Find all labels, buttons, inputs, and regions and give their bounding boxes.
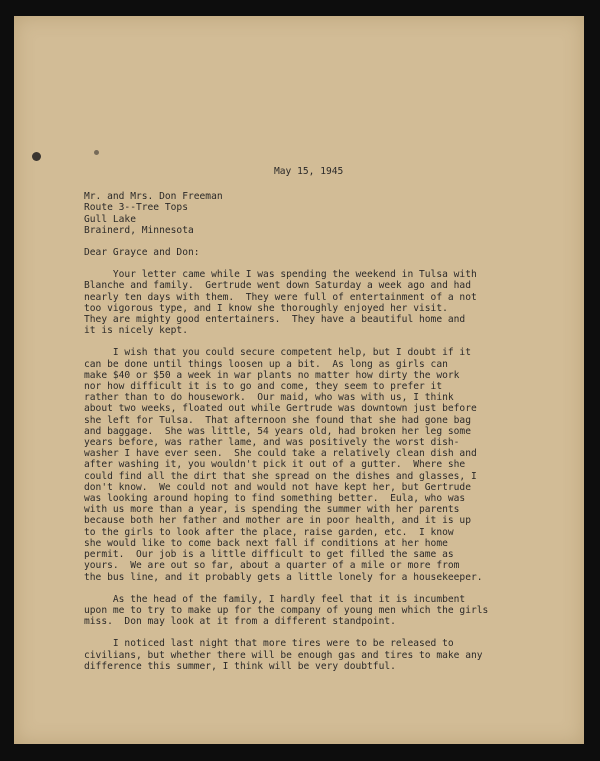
recipient-address bbox=[84, 191, 564, 236]
text-line: she would like to come back next fall if conditions at her home bbox=[84, 537, 448, 549]
text-line: miss. Don may look at it from a different standpoint. bbox=[84, 616, 396, 628]
text-line: and baggage. She was little, 54 years old, had broken her leg some bbox=[84, 425, 471, 437]
text-line: upon me to try to make up for the company of young men which the girls bbox=[84, 604, 489, 616]
text-line: could find all the dirt that she spread on the dishes and glasses, I bbox=[84, 470, 477, 482]
tack-mark bbox=[32, 152, 41, 161]
paragraph bbox=[84, 269, 564, 336]
text-line: to the girls to look after the place, raise garden, etc. I know bbox=[84, 526, 454, 538]
text-line: the bus line, and it probably gets a little lonely for a housekeeper. bbox=[84, 571, 483, 583]
text-line: I wish that you could secure competent help, but I doubt if it bbox=[84, 347, 471, 359]
address-line: Gull Lake bbox=[84, 213, 136, 225]
letter-date: May 15, 1945 bbox=[274, 166, 344, 177]
paragraph bbox=[84, 638, 564, 672]
text-line: make $40 or $50 a week in war plants no matter how dirty the work bbox=[84, 369, 460, 381]
text-line: They are mighty good entertainers. They have a beautiful home and bbox=[84, 314, 466, 326]
text-line: it is nicely kept. bbox=[84, 325, 188, 337]
text-line: Blanche and family. Gertrude went down Saturday a week ago and had bbox=[84, 280, 471, 292]
address-line: Mr. and Mrs. Don Freeman bbox=[84, 191, 223, 203]
text-line: don't know. We could not and would not have kept her, but Gertrude bbox=[84, 481, 471, 493]
text-line: too vigorous type, and I know she thoroughly enjoyed her visit. bbox=[84, 302, 448, 314]
text-line: was looking around hoping to find something better. Eula, who was bbox=[84, 493, 466, 505]
text-line: rather than to do housework. Our maid, who was with us, I think bbox=[84, 392, 454, 404]
text-line: years before, was rather lame, and was positively the worst dish- bbox=[84, 437, 460, 449]
text-line: washer I have ever seen. She could take a relatively clean dish and bbox=[84, 448, 477, 460]
letter-body bbox=[84, 166, 564, 683]
text-line: after washing it, you wouldn't pick it out of a gutter. Where she bbox=[84, 459, 466, 471]
text-line: permit. Our job is a little difficult to get filled the same as bbox=[84, 549, 454, 561]
text-line: Your letter came while I was spending the weekend in Tulsa with bbox=[84, 269, 477, 281]
text-line: As the head of the family, I hardly feel that it is incumbent bbox=[84, 593, 466, 605]
paragraph bbox=[84, 594, 564, 628]
address-line: Route 3--Tree Tops bbox=[84, 202, 188, 214]
text-line: she left for Tulsa. That afternoon she found that she had gone bag bbox=[84, 414, 471, 426]
text-line: I noticed last night that more tires were to be released to bbox=[84, 638, 454, 650]
text-line: yours. We are out so far, about a quarter of a mile or more from bbox=[84, 560, 460, 572]
letter-page bbox=[14, 16, 584, 744]
text-line: nor how difficult it is to go and come, they seem to prefer it bbox=[84, 381, 443, 393]
address-line: Brainerd, Minnesota bbox=[84, 224, 194, 236]
salutation: Dear Grayce and Don: bbox=[84, 247, 200, 259]
text-line: civilians, but whether there will be enough gas and tires to make any bbox=[84, 649, 483, 661]
text-line: can be done until things loosen up a bit. As long as girls can bbox=[84, 358, 448, 370]
tack-mark bbox=[94, 150, 99, 155]
text-line: nearly ten days with them. They were full of entertainment of a not bbox=[84, 291, 477, 303]
paragraph bbox=[84, 347, 564, 582]
text-line: about two weeks, floated out while Gertrude was downtown just before bbox=[84, 403, 477, 415]
text-line: because both her father and mother are in poor health, and it is up bbox=[84, 515, 471, 527]
text-line: difference this summer, I think will be very doubtful. bbox=[84, 660, 396, 672]
text-line: with us more than a year, is spending the summer with her parents bbox=[84, 504, 460, 516]
